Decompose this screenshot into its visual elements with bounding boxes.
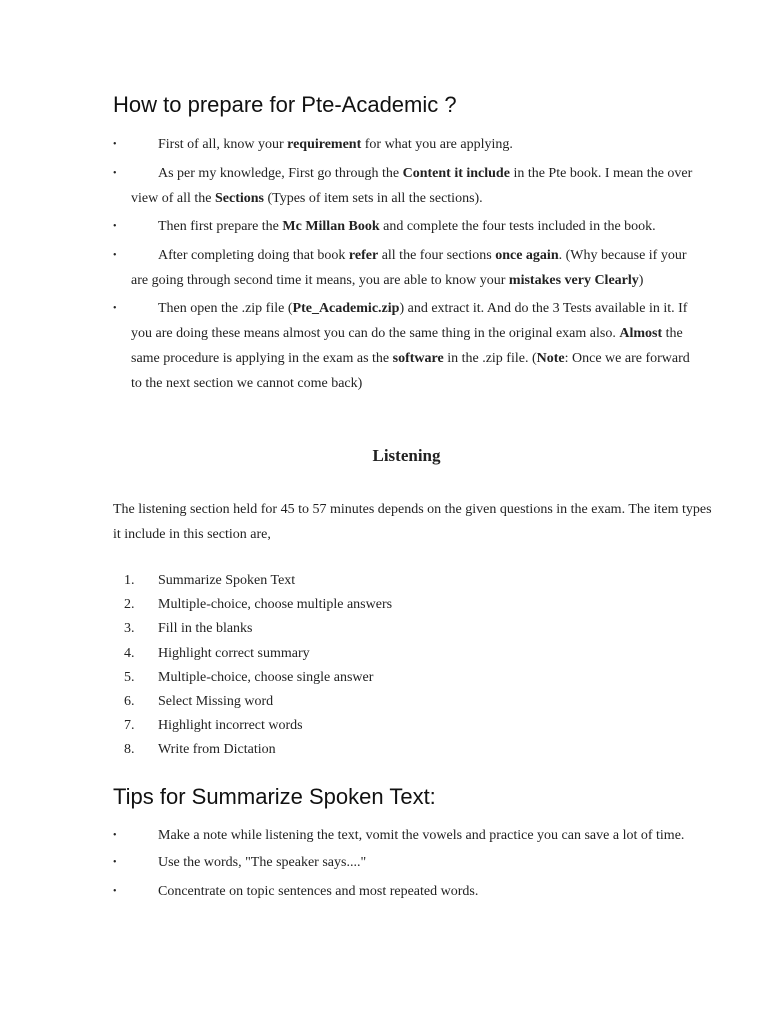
bullet-icon: • (113, 250, 117, 261)
emphasis-text: Sections (214, 191, 264, 206)
item-label: Write from Dictation (158, 742, 276, 758)
list-item (0, 850, 768, 875)
bullet-text: After completing doing that book refer all the four sections once again. (Why because if your are going through second time it means, you are able to know your mistakes very Clearly) (131, 248, 687, 288)
section-heading: Listening (372, 446, 441, 465)
emphasis-text: Almost (619, 326, 663, 341)
bullet-text: Then open the .zip file (Pte_Academic.zip) and extract it. And do the 3 Tests available in it. If you are doing these means almost you can do the same thing in the original exam also. Almost the same procedure is applying in the exam as the software in the .zip file. (Note: Once we are forward to the next section we cannot come back) (131, 301, 690, 391)
list-item (0, 823, 768, 848)
emphasis-text: requirement (287, 137, 362, 152)
bullet-text: Make a note while listening the text, vomit the vowels and practice you can save a lot of time. (158, 828, 685, 843)
item-number: 3. (124, 621, 135, 637)
bullet-icon: • (113, 886, 117, 897)
list-item (0, 243, 768, 293)
emphasis-text: Note (536, 351, 565, 366)
item-label: Select Missing word (158, 693, 274, 709)
item-number: 2. (124, 597, 135, 613)
emphasis-text: refer (348, 248, 379, 263)
bullet-text: Use the words, "The speaker says...." (158, 855, 367, 870)
list-item (0, 132, 768, 157)
item-number: 4. (124, 645, 135, 661)
item-number: 8. (124, 742, 135, 758)
item-label: Summarize Spoken Text (158, 573, 296, 588)
bullet-text: As per my knowledge, First go through the Content it include in the Pte book. I mean the over view of all the Sections (Types of item sets in all the sections). (131, 166, 693, 206)
emphasis-text: software (392, 351, 444, 366)
emphasis-text: once again (495, 248, 559, 263)
emphasis-text: Mc Millan Book (282, 219, 380, 234)
item-number: 1. (124, 573, 135, 588)
page-title: How to prepare for Pte-Academic ? (113, 92, 457, 117)
item-label: Multiple-choice, choose single answer (158, 669, 374, 685)
item-number: 5. (124, 669, 135, 685)
item-label: Highlight incorrect words (158, 718, 303, 734)
bullet-text: Concentrate on topic sentences and most repeated words. (158, 884, 479, 899)
bullet-text: First of all, know your requirement for what you are applying. (158, 137, 513, 152)
bullet-icon: • (113, 139, 117, 150)
item-label: Multiple-choice, choose multiple answers (158, 597, 393, 613)
emphasis-text: Content it include (402, 166, 510, 181)
item-label: Highlight correct summary (158, 645, 310, 661)
emphasis-text: mistakes very Clearly (508, 273, 639, 288)
list-item (0, 161, 768, 211)
item-number: 7. (124, 718, 135, 734)
tips-bullet-list (0, 823, 768, 904)
item-number: 6. (124, 693, 135, 709)
tips-title: Tips for Summarize Spoken Text: (113, 784, 436, 809)
bullet-icon: • (113, 303, 117, 314)
bullet-icon: • (113, 168, 117, 179)
list-item (0, 879, 768, 904)
bullet-icon: • (113, 857, 117, 868)
list-item (0, 296, 768, 396)
section-paragraph: The listening section held for 45 to 57 minutes depends on the given questions in the exam. The item types it include in this section are, (113, 502, 712, 542)
bullet-icon: • (113, 221, 117, 232)
item-label: Fill in the blanks (158, 621, 253, 637)
bullet-text: Then first prepare the Mc Millan Book and complete the four tests included in the book. (158, 219, 656, 234)
bullet-icon: • (113, 830, 117, 841)
intro-bullet-list (0, 132, 768, 396)
emphasis-text: Pte_Academic.zip (292, 301, 400, 316)
list-item (0, 214, 768, 239)
